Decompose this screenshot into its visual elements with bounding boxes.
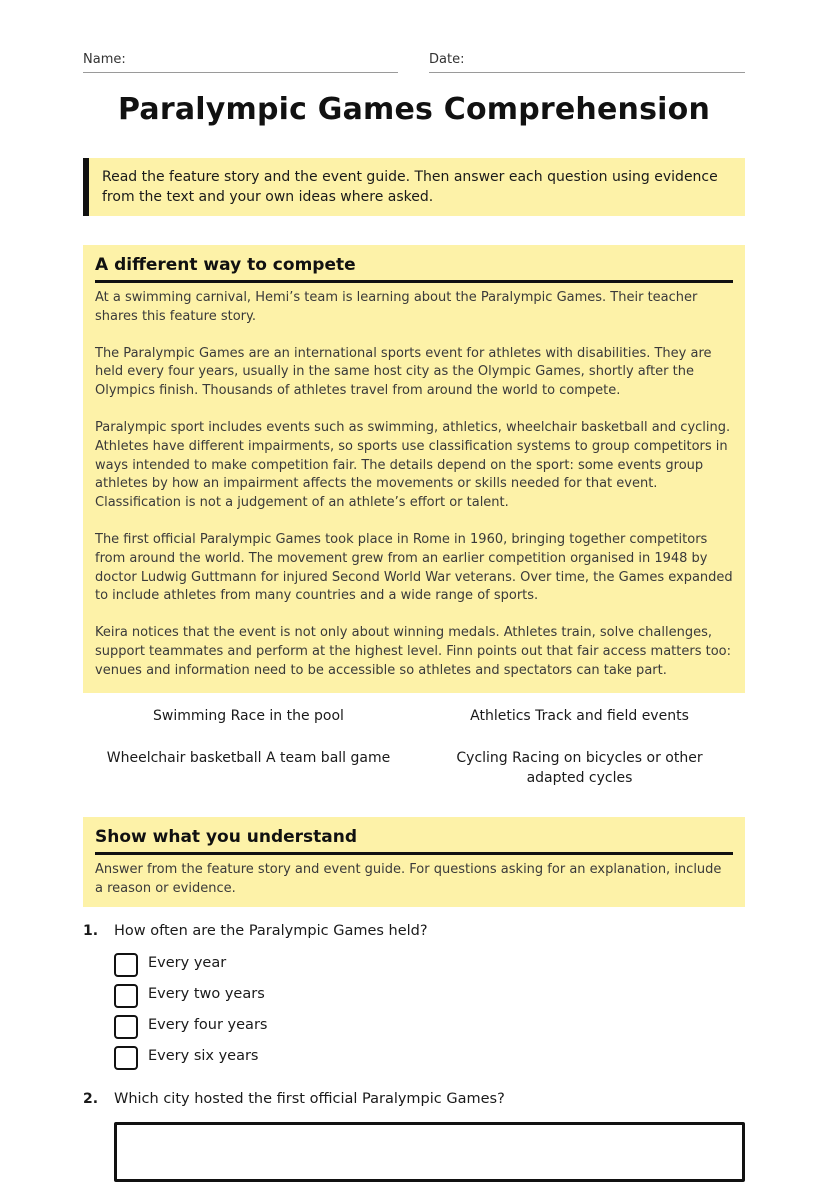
- understand-text: Answer from the feature story and event guide. For questions asking for an explanation, include a reason or evidence.: [95, 862, 722, 896]
- story-paragraph: The first official Paralympic Games took place in Rome in 1960, bringing together competitors from around the world. The movement grew from an earlier competition organised in 1948 by doctor Ludwig Guttmann for injured Second World War veterans. Over time, the Games expanded to include athletes from many countries and a wide range of sports.: [95, 531, 733, 604]
- question-number: 2.: [83, 1091, 99, 1107]
- date-field[interactable]: [429, 52, 745, 73]
- header-row: [83, 52, 745, 74]
- option-label: Every two years: [148, 986, 265, 1002]
- instructions-box: [83, 158, 745, 216]
- checkbox[interactable]: [114, 1046, 138, 1070]
- name-label: Name:: [83, 52, 126, 67]
- story-paragraph: Paralympic sport includes events such as swimming, athletics, wheelchair basketball and cycling. Athletes have different impairments, so sports use classification systems to group competitors in ways intended to make competition fair. The details depend on the sport: some events group athletes by how an impairment affects the movements or skills needed for that event. Classification is not a judgement of an athlete’s effort or talent.: [95, 419, 731, 511]
- checkbox[interactable]: [114, 953, 138, 977]
- question-number: 1.: [83, 923, 99, 939]
- page-title: Paralympic Games Comprehension: [118, 92, 710, 127]
- understand-heading: Show what you understand: [95, 827, 733, 855]
- checkbox[interactable]: [114, 1015, 138, 1039]
- question-text: Which city hosted the first official Paralympic Games?: [114, 1091, 505, 1107]
- instructions-text: Read the feature story and the event guide. Then answer each question using evidence from the text and your own ideas where asked.: [102, 169, 718, 205]
- event-guide-item: Athletics Track and field events: [470, 708, 689, 724]
- option-label: Every six years: [148, 1048, 259, 1064]
- date-label: Date:: [429, 52, 465, 67]
- story-paragraph: At a swimming carnival, Hemi’s team is learning about the Paralympic Games. Their teacher shares this feature story.: [95, 290, 698, 324]
- event-guide-item: Swimming Race in the pool: [153, 708, 344, 724]
- event-guide-item: Cycling Racing on bicycles or other adapted cycles: [456, 750, 703, 786]
- understand-section: [83, 817, 745, 907]
- answer-box[interactable]: [114, 1122, 745, 1182]
- option-label: Every four years: [148, 1017, 268, 1033]
- event-guide-item: Wheelchair basketball A team ball game: [106, 750, 391, 766]
- story-heading: A different way to compete: [95, 255, 733, 283]
- event-guide: [83, 706, 745, 796]
- option-label: Every year: [148, 955, 227, 971]
- name-field[interactable]: [83, 52, 398, 73]
- feature-story: [83, 245, 745, 693]
- story-paragraph: The Paralympic Games are an international sports event for athletes with disabilities. They are held every four years, usually in the same host city as the Olympic Games, shortly after the Olympics finish. Thousands of athletes travel from around the world to compete.: [95, 345, 712, 399]
- question-text: How often are the Paralympic Games held?: [114, 923, 428, 939]
- story-paragraph: Keira notices that the event is not only about winning medals. Athletes train, solve challenges, support teammates and perform at the highest level. Finn points out that fair access matters too: venues and information need to be accessible so athletes and spectators can take part.: [95, 625, 732, 678]
- checkbox[interactable]: [114, 984, 138, 1008]
